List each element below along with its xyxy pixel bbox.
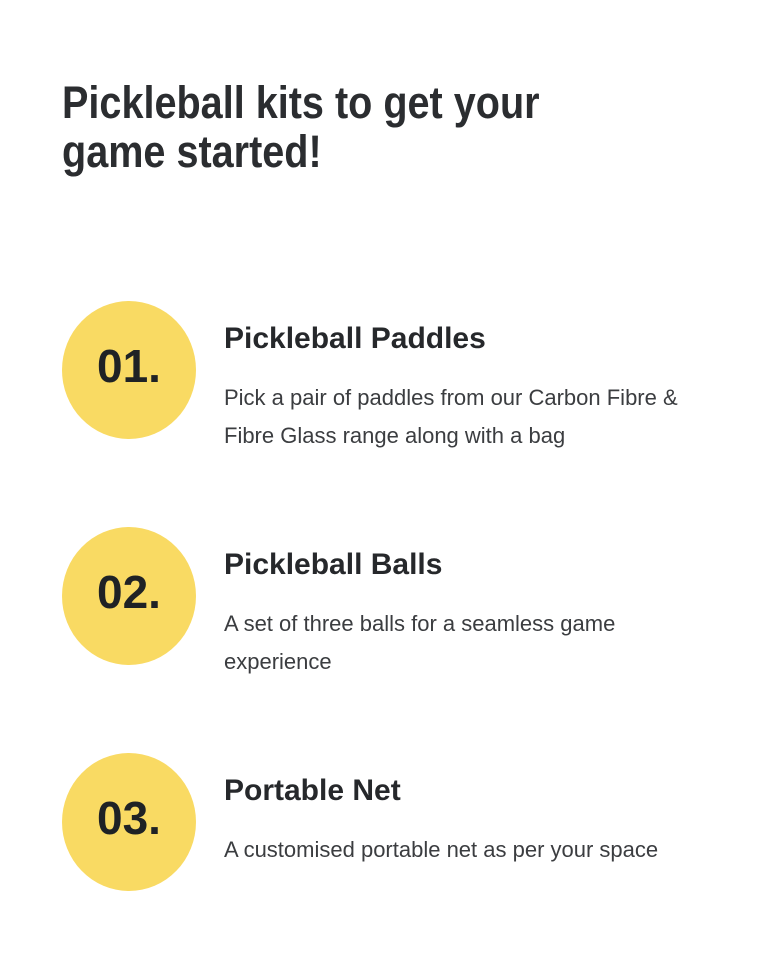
list-item-pickleball-balls	[62, 527, 762, 681]
badge-number-text: 03.	[97, 792, 161, 844]
item-content	[224, 527, 615, 681]
badge-number-text: 02.	[97, 566, 161, 618]
item-title: Portable Net	[224, 774, 401, 807]
page-title-line-1: Pickleball kits to get your	[62, 77, 540, 128]
number-badge-03	[62, 753, 196, 891]
page-title	[62, 78, 678, 176]
description-line: Pick a pair of paddles from our Carbon Fibre &	[224, 385, 678, 410]
description-line: A set of three balls for a seamless game	[224, 611, 616, 636]
description-line: Fibre Glass range along with a bag	[224, 423, 566, 448]
page-title-line-2: game started!	[62, 126, 322, 177]
item-description	[224, 605, 615, 681]
number-badge-01	[62, 301, 196, 439]
number-badge-02	[62, 527, 196, 665]
item-title: Pickleball Paddles	[224, 322, 486, 355]
item-title: Pickleball Balls	[224, 548, 443, 581]
list-item-pickleball-paddles	[62, 301, 762, 455]
list-item-portable-net	[62, 753, 762, 891]
description-line: experience	[224, 649, 332, 674]
item-content	[224, 301, 678, 455]
description-line: A customised portable net as per your space	[224, 837, 659, 862]
item-description	[224, 831, 658, 869]
item-content	[224, 753, 658, 869]
item-description	[224, 379, 678, 455]
badge-number-text: 01.	[97, 340, 161, 392]
kit-list	[62, 301, 762, 891]
